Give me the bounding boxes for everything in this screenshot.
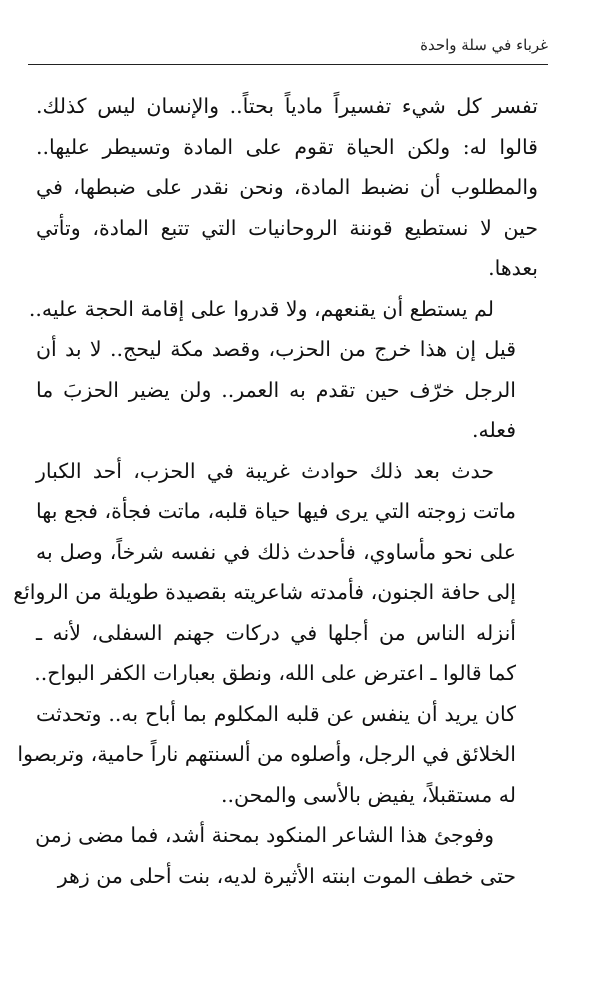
paragraph	[36, 815, 538, 896]
text-line: والمطلوب أن نضبط المادة، ونحن نقدر على ضبطها، في	[36, 175, 538, 199]
text-line: قيل إن هذا خرج من الحزب، وقصد مكة ليحج.. لا بد أن	[36, 337, 516, 361]
text-line: حدث بعد ذلك حوادث غريبة في الحزب، أحد الكبار	[36, 458, 494, 483]
text-line: حتى خطف الموت ابنته الأثيرة لديه، بنت أحلى من زهر	[57, 863, 516, 888]
text-line: الرجل خرّف حين تقدم به العمر.. ولن يضير الحزبَ ما	[36, 377, 516, 402]
paragraph	[28, 289, 538, 451]
text-line: لم يستطع أن يقنعهم، ولا قدروا على إقامة الحجة عليه..	[28, 296, 494, 321]
text-line: حين لا نستطيع قوننة الروحانيات التي تتبع المادة، وتأتي	[36, 215, 538, 240]
header-rule	[28, 64, 548, 65]
text-line: أنزله الناس من أجلها في دركات جهنم السفلى، لأنه ـ	[36, 620, 516, 645]
text-line: إلى حافة الجنون، فأمدته شاعريته بقصيدة طويلة من الروائع	[13, 580, 516, 604]
text-line: الخلائق في الرجل، وأصلوه من ألسنتهم ناراً حامية، وتربصوا	[17, 742, 516, 766]
text-line: وفوجئ هذا الشاعر المنكود بمحنة أشد، فما مضى زمن	[35, 823, 494, 847]
paragraph	[13, 451, 538, 816]
paragraph	[36, 86, 538, 289]
text-line: على نحو مأساوي، فأحدث ذلك في نفسه شرخاً، وصل به	[36, 539, 516, 564]
text-line: بعدها.	[488, 256, 538, 280]
text-line: تفسر كل شيء تفسيراً مادياً بحتاً.. والإنسان ليس كذلك.	[36, 94, 538, 118]
text-line: له مستقبلاً، يفيض بالأسى والمحن..	[220, 782, 516, 807]
running-header: غرباء في سلة واحدة	[420, 36, 548, 54]
text-line: كان يريد أن ينفس عن قلبه المكلوم بما أباح به.. وتحدثت	[36, 701, 516, 726]
body-text	[13, 86, 538, 896]
text-line: ماتت زوجته التي يرى فيها حياة قلبه، ماتت فجأة، فجع بها	[36, 499, 516, 523]
text-line: كما قالوا ـ اعترض على الله، ونطق بعبارات الكفر البواح..	[34, 661, 516, 685]
text-line: فعله.	[472, 418, 516, 442]
text-line: قالوا له: ولكن الحياة تقوم على المادة وتسيطر عليها..	[36, 134, 538, 159]
